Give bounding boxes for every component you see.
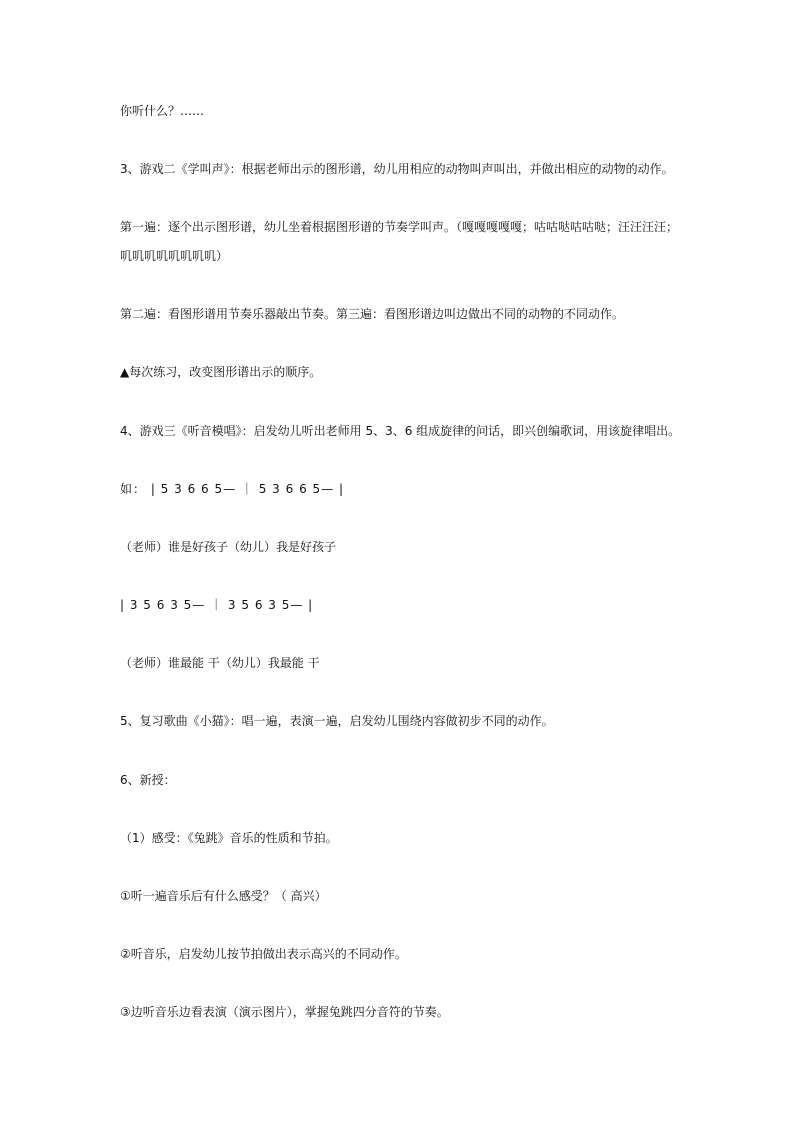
lyrics-line-two: （老师）谁最能 干（幼儿）我最能 干	[120, 656, 320, 670]
paragraph-game-three: 4、游戏三《听音模唱》：启发幼儿听出老师用 5、3、6 组成旋律的问话，即兴创编歌词，用该旋律唱出。	[120, 424, 681, 438]
notation-line-two: | 3 5 6 3 5— ｜ 3 5 6 3 5— |	[120, 598, 314, 612]
paragraph-feel-music: （1）感受：《兔跳》音乐的性质和节拍。	[120, 831, 338, 845]
notation-line-one: 如： | 5 3 6 6 5— ｜ 5 3 6 6 5— |	[120, 482, 345, 496]
paragraph-second-third-pass: 第二遍：看图形谱用节奏乐器敲出节奏。第三遍：看图形谱边叫边做出不同的动物的不同动作。	[120, 307, 625, 321]
list-item-3: ③边听音乐边看表演（演示图片），掌握兔跳四分音符的节奏。	[120, 1005, 449, 1019]
list-item-2: ②听音乐，启发幼儿按节拍做出表示高兴的不同动作。	[120, 947, 407, 961]
paragraph-note: ▲每次练习，改变图形谱出示的顺序。	[120, 365, 322, 379]
paragraph-game-two: 3、游戏二《学叫声》：根据老师出示的图形谱，幼儿用相应的动物叫声叫出，并做出相应的动物的动作。	[120, 162, 674, 176]
paragraph-first-pass-continued: 叽叽叽叽叽叽叽叽）	[120, 249, 229, 263]
lyrics-line-one: （老师）谁是好孩子（幼儿）我是好孩子	[120, 540, 337, 554]
paragraph-intro-question: 你听什么？……	[120, 104, 205, 118]
paragraph-review-song: 5、复习歌曲《小猫》：唱一遍，表演一遍，启发幼儿围绕内容做初步不同的动作。	[120, 714, 554, 728]
list-item-1: ①听一遍音乐后有什么感受？（ 高兴）	[120, 889, 327, 903]
section-new-teaching: 6、新授：	[120, 773, 176, 787]
paragraph-first-pass: 第一遍：逐个出示图形谱，幼儿坐着根据图形谱的节奏学叫声。（嘎嘎嘎嘎嘎；咕咕哒咕咕哒；汪汪汪汪；	[120, 220, 679, 234]
